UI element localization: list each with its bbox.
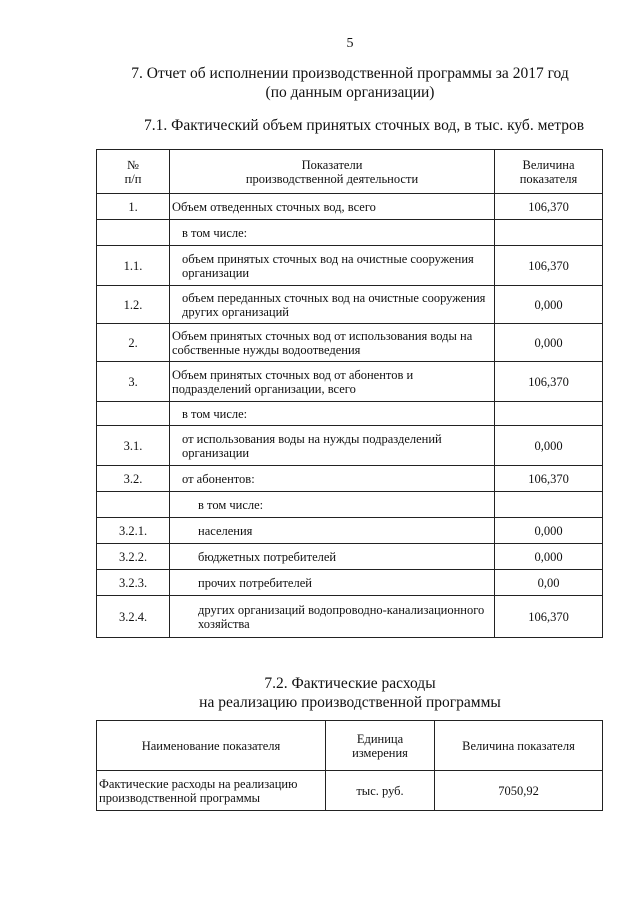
row-number — [97, 220, 170, 246]
row-value — [495, 492, 603, 518]
row-value: 0,00 — [495, 570, 603, 596]
row-number — [97, 402, 170, 426]
expenses-table — [96, 720, 603, 811]
row-value — [495, 220, 603, 246]
table-row — [97, 246, 603, 286]
table-row — [97, 771, 603, 811]
section-7-heading — [100, 64, 600, 102]
page-number: 5 — [346, 36, 354, 51]
table-row — [97, 220, 603, 246]
section-7-title: 7. Отчет об исполнении производственной программы за 2017 год — [131, 65, 569, 82]
table-row — [97, 194, 603, 220]
row-value: 106,370 — [495, 362, 603, 402]
row-number: 2. — [97, 324, 170, 362]
row-number: 1. — [97, 194, 170, 220]
row-number: 3.2.4. — [97, 596, 170, 638]
table-row — [97, 286, 603, 324]
table-row — [97, 362, 603, 402]
table-row — [97, 324, 603, 362]
section-7-2-title: 7.2. Фактические расходы — [264, 675, 436, 692]
row-value: 106,370 — [495, 596, 603, 638]
row-number: 3.2.3. — [97, 570, 170, 596]
section-7-2-subtitle: на реализацию производственной программы — [199, 694, 501, 711]
row-value: 106,370 — [495, 194, 603, 220]
row-name: других организаций водопроводно-канализационного хозяйства — [170, 596, 495, 638]
wastewater-volume-table — [96, 149, 603, 638]
table-row — [97, 426, 603, 466]
row-name: прочих потребителей — [170, 570, 495, 596]
table-row — [97, 518, 603, 544]
row-value — [495, 402, 603, 426]
row-name: бюджетных потребителей — [170, 544, 495, 570]
table-row — [97, 466, 603, 492]
row-name: населения — [170, 518, 495, 544]
header-indicator-value: Величина показателя — [435, 721, 603, 771]
header-unit: Единица измерения — [326, 721, 435, 771]
table-row — [97, 402, 603, 426]
section-7-2-heading — [140, 674, 560, 712]
header-indicator: Показатели производственной деятельности — [170, 150, 495, 194]
row-value: 0,000 — [495, 544, 603, 570]
header-indicator-name: Наименование показателя — [97, 721, 326, 771]
row-name: в том числе: — [170, 402, 495, 426]
row-number: 3. — [97, 362, 170, 402]
header-value: Величина показателя — [495, 150, 603, 194]
row-name: от использования воды на нужды подразделений организации — [170, 426, 495, 466]
row-name: Объем принятых сточных вод от абонентов и подразделений организации, всего — [170, 362, 495, 402]
table-row — [97, 544, 603, 570]
row-unit: тыс. руб. — [326, 771, 435, 811]
row-value: 7050,92 — [435, 771, 603, 811]
row-value: 106,370 — [495, 246, 603, 286]
row-name: от абонентов: — [170, 466, 495, 492]
row-number: 3.2.1. — [97, 518, 170, 544]
table-header-row — [97, 150, 603, 194]
row-value: 0,000 — [495, 286, 603, 324]
table-header-row — [97, 721, 603, 771]
row-name: Объем принятых сточных вод от использования воды на собственные нужды водоотведения — [170, 324, 495, 362]
section-7-1-heading: 7.1. Фактический объем принятых сточных вод, в тыс. куб. метров — [144, 117, 585, 134]
row-number: 3.1. — [97, 426, 170, 466]
header-number: № п/п — [97, 150, 170, 194]
row-name: объем принятых сточных вод на очистные сооружения организации — [170, 246, 495, 286]
section-7-subtitle: (по данным организации) — [265, 84, 435, 101]
row-value: 0,000 — [495, 324, 603, 362]
row-name: в том числе: — [170, 492, 495, 518]
table-row — [97, 570, 603, 596]
table-row — [97, 596, 603, 638]
row-name: Фактические расходы на реализацию производственной программы — [97, 771, 326, 811]
row-number — [97, 492, 170, 518]
row-value: 0,000 — [495, 426, 603, 466]
table-row — [97, 492, 603, 518]
row-number: 3.2. — [97, 466, 170, 492]
row-name: в том числе: — [170, 220, 495, 246]
row-number: 1.2. — [97, 286, 170, 324]
row-name: Объем отведенных сточных вод, всего — [170, 194, 495, 220]
row-name: объем переданных сточных вод на очистные сооружения других организаций — [170, 286, 495, 324]
row-value: 0,000 — [495, 518, 603, 544]
row-number: 3.2.2. — [97, 544, 170, 570]
row-value: 106,370 — [495, 466, 603, 492]
row-number: 1.1. — [97, 246, 170, 286]
